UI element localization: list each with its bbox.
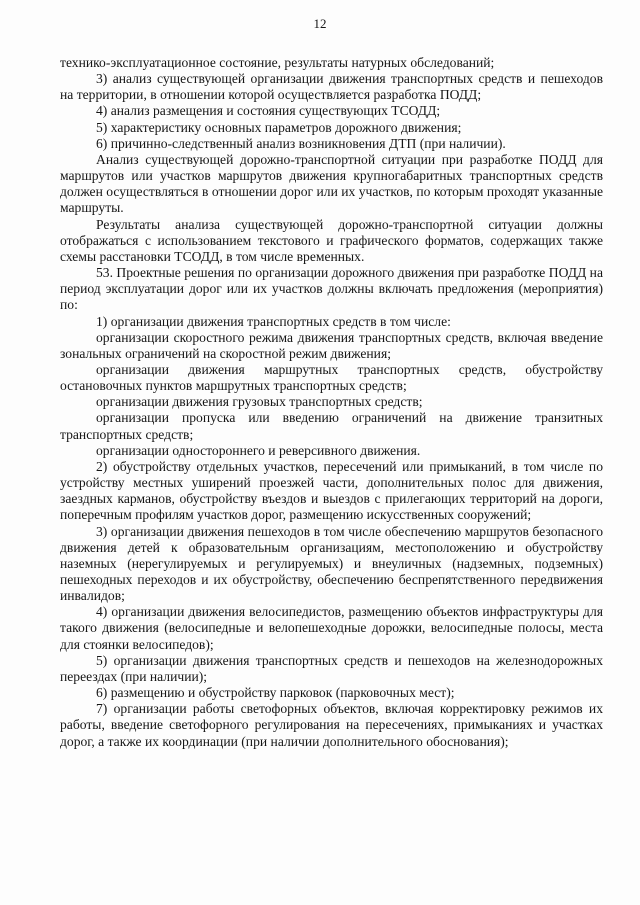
page-number: 12 bbox=[313, 16, 327, 31]
paragraph: 5) организации движения транспортных средств и пешеходов на железнодорожных переездах (при наличии); bbox=[60, 652, 603, 684]
paragraph: 4) организации движения велосипедистов, размещению объектов инфраструктуры для такого движения (велосипедные и велопешеходные дорожки, велосипедные полосы, места для стоянки велосипедов); bbox=[60, 604, 603, 652]
paragraph: 6) размещению и обустройству парковок (парковочных мест); bbox=[96, 685, 455, 701]
paragraph: 1) организации движения транспортных средств в том числе: bbox=[96, 313, 451, 329]
paragraph: Анализ существующей дорожно-транспортной ситуации при разработке ПОДД для маршрутов или участков маршрутов движения крупногабаритных транспортных средств должен осуществляться в отношении дорог или их участков, по которым проходят указанные маршруты. bbox=[60, 151, 603, 216]
paragraph: 4) анализ размещения и состояния существующих ТСОДД; bbox=[96, 103, 441, 119]
paragraph: 53. Проектные решения по организации дорожного движения при разработке ПОДД на период эксплуатации дорог или их участков должны включать предложения (мероприятия) по: bbox=[60, 265, 603, 313]
paragraph: 3) анализ существующей организации движения транспортных средств и пешеходов на территории, в отношении которой осуществляется разработка ПОДД; bbox=[60, 71, 603, 103]
paragraph: организации скоростного режима движения транспортных средств, включая введение зональных ограничений на скоростной режим движения; bbox=[60, 329, 603, 361]
document-text-body bbox=[60, 55, 603, 750]
paragraph: Результаты анализа существующей дорожно-транспортной ситуации должны отображаться с использованием текстового и графического форматов, содержащих также схемы расстановки ТСОДД, в том числе временных. bbox=[60, 216, 603, 264]
paragraph: 2) обустройству отдельных участков, пересечений или примыканий, в том числе по устройству местных уширений проезжей части, дополнительных полос для движения, заездных карманов, обустройству въездов и выездов с прилегающих территорий на дороги, поперечным профилям участков дорог, размещению искусственных сооружений; bbox=[60, 458, 603, 523]
paragraph: 3) организации движения пешеходов в том числе обеспечению маршрутов безопасного движения детей к образовательным организациям, местоположению и обустройству наземных (нерегулируемых и регулируемых) и внеуличных (надземных, подземных) пешеходных переходов и их обустройству, обеспечению беспрепятственного передвижения инвалидов; bbox=[60, 523, 603, 604]
paragraph: организации движения маршрутных транспортных средств, обустройству остановочных пунктов маршрутных транспортных средств; bbox=[60, 361, 603, 394]
paragraph: 7) организации работы светофорных объектов, включая корректировку режимов их работы, введение светофорного регулирования на пересечениях, примыканиях и участках дорог, а также их координации (при наличии дополнительного обоснования); bbox=[60, 701, 603, 749]
paragraph: технико-эксплуатационное состояние, результаты натурных обследований; bbox=[60, 55, 495, 70]
paragraph: организации одностороннего и реверсивного движения. bbox=[96, 442, 421, 458]
paragraph: организации пропуска или введению ограничений на движение транзитных транспортных средств; bbox=[60, 410, 603, 442]
paragraph: организации движения грузовых транспортных средств; bbox=[96, 394, 423, 410]
paragraph: 6) причинно-следственный анализ возникновения ДТП (при наличии). bbox=[96, 135, 506, 151]
paragraph: 5) характеристику основных параметров дорожного движения; bbox=[96, 119, 462, 135]
